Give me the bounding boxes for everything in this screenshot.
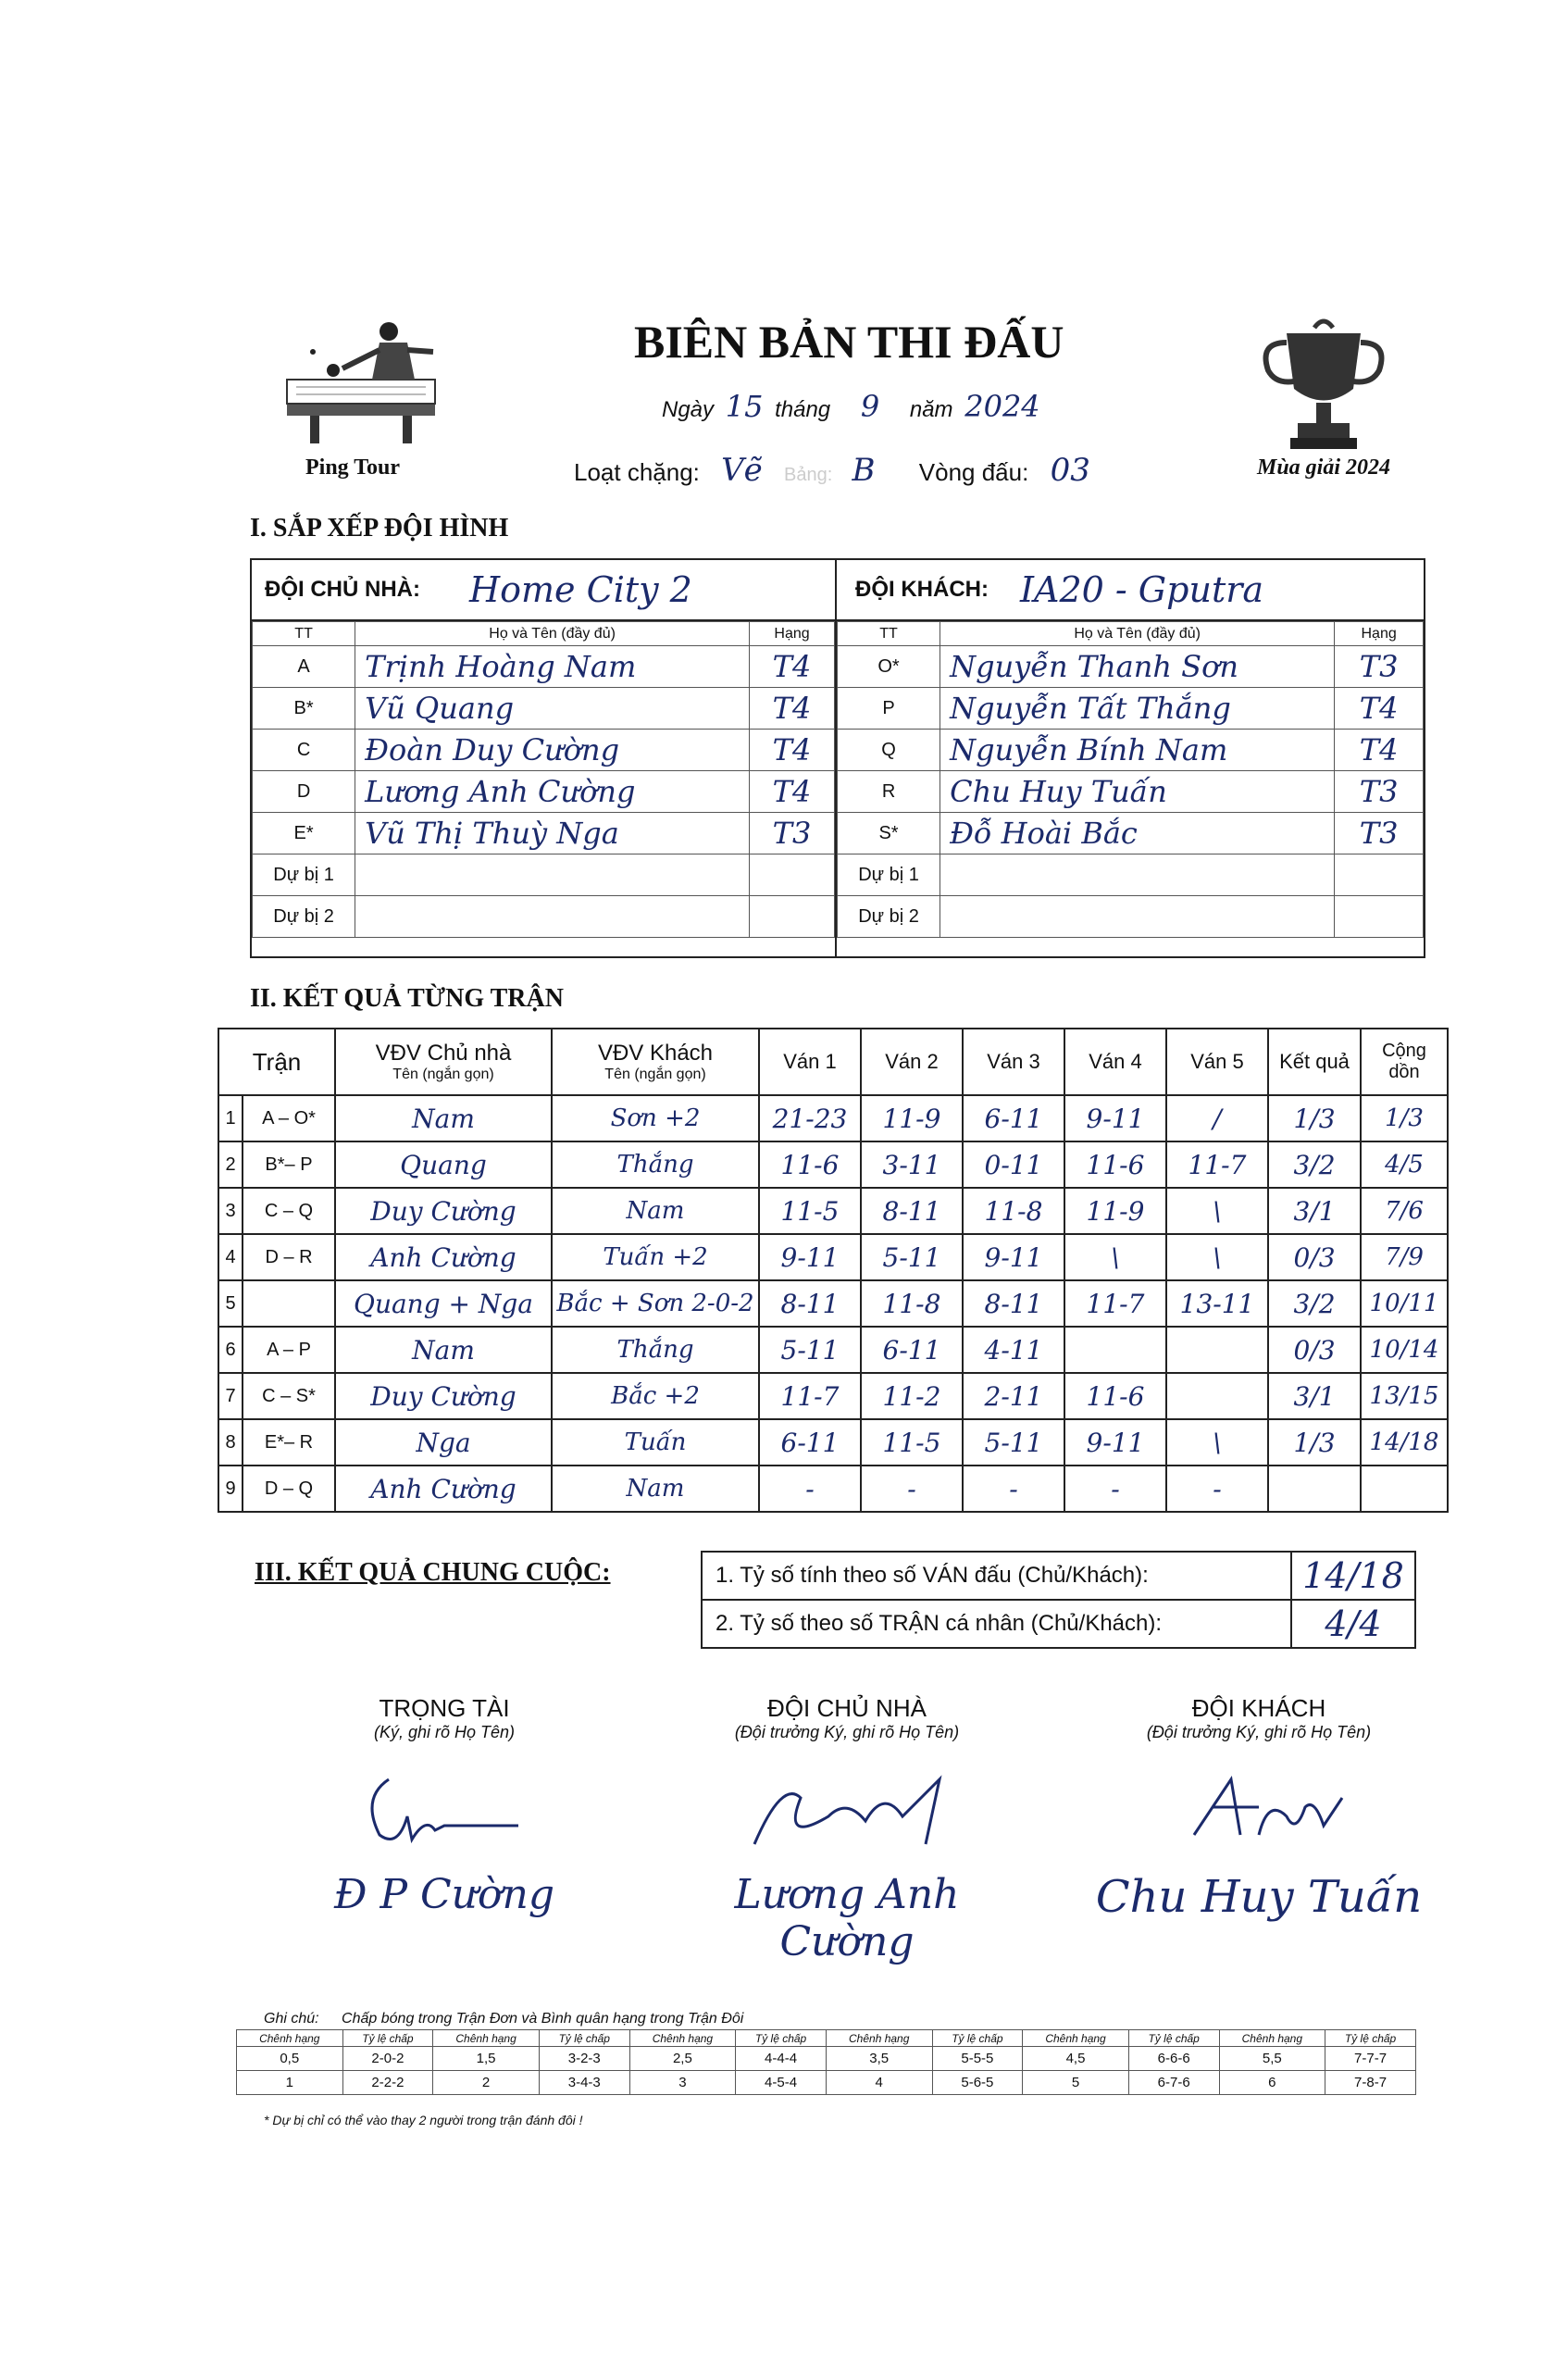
notes-label: Ghi chú: (264, 2011, 319, 2027)
date-day: 15 (725, 389, 764, 424)
match-row (218, 1280, 1448, 1327)
away-player-row (838, 688, 1424, 730)
col-name: Họ và Tên (đầy đủ) (940, 622, 1335, 646)
set-1-score: 6-11 (759, 1419, 861, 1466)
player-rank: T4 (1335, 688, 1424, 730)
col-home-sub: Tên (ngắn gọn) (392, 1066, 494, 1082)
handicap-cell: 5 (1023, 2071, 1129, 2095)
away-sign-sub: (Đội trưởng Ký, ghi rõ Họ Tên) (1146, 1723, 1372, 1741)
referee-signature-icon (352, 1761, 537, 1863)
home-sign-title: ĐỘI CHỦ NHÀ (767, 1694, 927, 1722)
match-result: 3/2 (1268, 1280, 1361, 1327)
set-3-score: 11-8 (963, 1188, 1064, 1234)
handicap-col-ratio: Tỷ lệ chấp (932, 2030, 1023, 2047)
match-no: 7 (218, 1373, 243, 1419)
section-2-title: II. KẾT QUẢ TỪNG TRẬN (250, 984, 564, 1013)
handicap-cell: 5,5 (1219, 2047, 1325, 2071)
referee-name: Đ P Cường (333, 1871, 555, 1918)
home-sign-sub: (Đội trưởng Ký, ghi rõ Họ Tên) (734, 1723, 960, 1741)
away-player-row (838, 646, 1424, 688)
away-sign-name: Chu Huy Tuấn (1095, 1871, 1423, 1923)
match-result: 3/2 (1268, 1141, 1361, 1188)
match-pair: C – S* (243, 1373, 335, 1419)
handicap-col-ratio: Tỷ lệ chấp (736, 2030, 827, 2047)
set-3-score: 6-11 (963, 1095, 1064, 1141)
match-away-player: Tuấn +2 (552, 1234, 759, 1280)
player-name: Đoàn Duy Cường (355, 730, 750, 771)
handicap-cell: 2 (433, 2071, 540, 2095)
player-rank: T4 (1335, 730, 1424, 771)
group-label: Bảng: (784, 465, 833, 485)
player-tt: S* (838, 813, 940, 854)
match-pair (243, 1280, 335, 1327)
player-name: Trịnh Hoàng Nam (355, 646, 750, 688)
set-2-score: 11-9 (861, 1095, 963, 1141)
match-row (218, 1373, 1448, 1419)
handicap-cell: 5-5-5 (932, 2047, 1023, 2071)
handicap-cell: 0,5 (237, 2047, 343, 2071)
col-away-player (552, 1029, 759, 1095)
player-tt: A (253, 646, 355, 688)
player-tt: Q (838, 730, 940, 771)
handicap-col-rank-diff: Chênh hạng (1023, 2030, 1129, 2047)
series-label: Loạt chặng: (574, 458, 700, 486)
player-rank: T4 (750, 771, 835, 813)
date-year: 2024 (964, 389, 1040, 424)
set-2-score: - (861, 1466, 963, 1512)
player-tt: Dự bị 1 (253, 854, 355, 896)
group-value: B (852, 452, 876, 489)
match-row (218, 1141, 1448, 1188)
referee-title: TRỌNG TÀI (379, 1694, 510, 1722)
handicap-row (237, 2047, 1416, 2071)
away-team-name: IA20 - Gputra (1020, 569, 1264, 610)
match-no: 1 (218, 1095, 243, 1141)
col-set1: Ván 1 (759, 1029, 861, 1095)
match-result: 1/3 (1268, 1095, 1361, 1141)
match-row (218, 1095, 1448, 1141)
handicap-cell: 4,5 (1023, 2047, 1129, 2071)
col-name: Họ và Tên (đầy đủ) (355, 622, 750, 646)
set-4-score: 11-6 (1064, 1141, 1166, 1188)
col-rank: Hạng (750, 622, 835, 646)
handicap-cell: 4-4-4 (736, 2047, 827, 2071)
player-name: Nguyễn Bính Nam (940, 730, 1335, 771)
match-result: 1/3 (1268, 1419, 1361, 1466)
home-player-row (253, 813, 835, 854)
match-home-player: Anh Cường (335, 1466, 552, 1512)
match-row (218, 1234, 1448, 1280)
col-set2: Ván 2 (861, 1029, 963, 1095)
handicap-cell: 7-8-7 (1325, 2071, 1416, 2095)
player-name: Đỗ Hoài Bắc (940, 813, 1335, 854)
series-value: Vẽ (721, 452, 763, 489)
handicap-row (237, 2071, 1416, 2095)
home-player-row (253, 771, 835, 813)
set-5-score: \ (1166, 1234, 1268, 1280)
match-cumulative: 10/11 (1361, 1280, 1448, 1327)
set-4-score: 9-11 (1064, 1419, 1166, 1466)
match-pair: E*– R (243, 1419, 335, 1466)
set-2-score: 3-11 (861, 1141, 963, 1188)
trophy-logo (1231, 315, 1416, 481)
set-5-score: 11-7 (1166, 1141, 1268, 1188)
handicap-col-ratio: Tỷ lệ chấp (342, 2030, 433, 2047)
player-name (940, 854, 1335, 896)
away-team-label: ĐỘI KHÁCH: (855, 577, 989, 602)
player-rank: T3 (1335, 771, 1424, 813)
set-4-score: 11-6 (1064, 1373, 1166, 1419)
set-2-score: 8-11 (861, 1188, 963, 1234)
home-player-row (253, 854, 835, 896)
match-cumulative: 7/9 (1361, 1234, 1448, 1280)
home-signature-block (690, 1694, 1004, 1965)
away-player-row (838, 730, 1424, 771)
trophy-icon (1231, 315, 1416, 454)
player-name: Nguyễn Tất Thắng (940, 688, 1335, 730)
referee-sub: (Ký, ghi rõ Họ Tên) (373, 1723, 516, 1741)
set-4-score: \ (1064, 1234, 1166, 1280)
set-2-score: 11-8 (861, 1280, 963, 1327)
final-matches-label: 2. Tỷ số theo số TRẬN cá nhân (Chủ/Khách): (702, 1600, 1291, 1648)
match-result: 3/1 (1268, 1188, 1361, 1234)
col-cumulative-bottom: dồn (1388, 1062, 1420, 1082)
set-3-score: 0-11 (963, 1141, 1064, 1188)
set-2-score: 6-11 (861, 1327, 963, 1373)
handicap-cell: 6-7-6 (1128, 2071, 1219, 2095)
set-2-score: 5-11 (861, 1234, 963, 1280)
set-5-score: / (1166, 1095, 1268, 1141)
match-away-player: Thắng (552, 1141, 759, 1188)
set-5-score: \ (1166, 1419, 1268, 1466)
match-result: 0/3 (1268, 1234, 1361, 1280)
player-name: Lương Anh Cường (355, 771, 750, 813)
home-player-row (253, 730, 835, 771)
referee-signature-block (305, 1694, 583, 1918)
table-tennis-player-icon (268, 315, 454, 454)
final-sets-label: 1. Tỷ số tính theo số VÁN đấu (Chủ/Khách): (702, 1552, 1291, 1600)
notes-line (264, 2011, 743, 2027)
handicap-cell: 1,5 (433, 2047, 540, 2071)
player-name (940, 896, 1335, 938)
match-rows (218, 1095, 1448, 1512)
handicap-col-ratio: Tỷ lệ chấp (1128, 2030, 1219, 2047)
match-home-player: Duy Cường (335, 1373, 552, 1419)
match-no: 6 (218, 1327, 243, 1373)
match-cumulative: 14/18 (1361, 1419, 1448, 1466)
set-4-score: 11-7 (1064, 1280, 1166, 1327)
set-3-score: 9-11 (963, 1234, 1064, 1280)
section-3-title: III. KẾT QUẢ CHUNG CUỘC: (255, 1558, 611, 1587)
home-team-name: Home City 2 (469, 569, 692, 610)
match-home-player: Quang (335, 1141, 552, 1188)
set-1-score: 9-11 (759, 1234, 861, 1280)
set-5-score: - (1166, 1466, 1268, 1512)
col-tt: TT (838, 622, 940, 646)
col-set4: Ván 4 (1064, 1029, 1166, 1095)
set-3-score: 5-11 (963, 1419, 1064, 1466)
match-away-player: Thắng (552, 1327, 759, 1373)
match-row (218, 1327, 1448, 1373)
section-1-title: I. SẮP XẾP ĐỘI HÌNH (250, 514, 509, 543)
away-sign-title: ĐỘI KHÁCH (1191, 1694, 1326, 1722)
col-away-label: VĐV Khách (597, 1041, 714, 1066)
ping-tour-logo (268, 315, 454, 480)
home-player-row (253, 896, 835, 938)
handicap-cell: 4 (826, 2071, 932, 2095)
handicap-table (236, 2029, 1416, 2095)
home-sign-name: Lương Anh Cường (734, 1871, 960, 1965)
handicap-cell: 6-6-6 (1128, 2047, 1219, 2071)
match-result (1268, 1466, 1361, 1512)
col-away-sub: Tên (ngắn gọn) (604, 1066, 706, 1082)
match-cumulative (1361, 1466, 1448, 1512)
player-rank (750, 896, 835, 938)
set-3-score: - (963, 1466, 1064, 1512)
round-label: Vòng đấu: (918, 458, 1029, 486)
match-pair: B*– P (243, 1141, 335, 1188)
set-1-score: - (759, 1466, 861, 1512)
set-4-score: - (1064, 1466, 1166, 1512)
match-away-player: Bắc + Sơn 2-0-2 (552, 1280, 759, 1327)
player-rank (750, 854, 835, 896)
document-title: BIÊN BẢN THI ĐẤU (634, 316, 1064, 368)
handicap-cell: 2-2-2 (342, 2071, 433, 2095)
col-result: Kết quả (1268, 1029, 1361, 1095)
player-name: Chu Huy Tuấn (940, 771, 1335, 813)
match-no: 5 (218, 1280, 243, 1327)
set-4-score: 9-11 (1064, 1095, 1166, 1141)
set-1-score: 21-23 (759, 1095, 861, 1141)
handicap-cell: 3 (629, 2071, 736, 2095)
set-3-score: 4-11 (963, 1327, 1064, 1373)
player-tt: C (253, 730, 355, 771)
handicap-col-rank-diff: Chênh hạng (237, 2030, 343, 2047)
away-player-row (838, 771, 1424, 813)
player-rank: T4 (750, 646, 835, 688)
set-5-score: \ (1166, 1188, 1268, 1234)
player-tt: Dự bị 2 (253, 896, 355, 938)
match-home-player: Nam (335, 1327, 552, 1373)
col-set3: Ván 3 (963, 1029, 1064, 1095)
match-away-player: Sơn +2 (552, 1095, 759, 1141)
set-1-score: 11-5 (759, 1188, 861, 1234)
set-4-score: 11-9 (1064, 1188, 1166, 1234)
match-result: 3/1 (1268, 1373, 1361, 1419)
match-no: 9 (218, 1466, 243, 1512)
col-cumulative-top: Cộng (1382, 1041, 1426, 1061)
final-result-table (701, 1551, 1416, 1649)
match-no: 2 (218, 1141, 243, 1188)
player-tt: B* (253, 688, 355, 730)
handicap-cell: 5-6-5 (932, 2071, 1023, 2095)
match-home-player: Quang + Nga (335, 1280, 552, 1327)
col-set5: Ván 5 (1166, 1029, 1268, 1095)
handicap-col-ratio: Tỷ lệ chấp (1325, 2030, 1416, 2047)
match-results-table (218, 1028, 1449, 1513)
match-result: 0/3 (1268, 1327, 1361, 1373)
date-year-label: năm (909, 397, 953, 422)
player-rank: T3 (1335, 813, 1424, 854)
match-pair: D – R (243, 1234, 335, 1280)
match-away-player: Tuấn (552, 1419, 759, 1466)
handicap-col-rank-diff: Chênh hạng (433, 2030, 540, 2047)
match-row (218, 1188, 1448, 1234)
set-2-score: 11-2 (861, 1373, 963, 1419)
handicap-cell: 6 (1219, 2071, 1325, 2095)
set-1-score: 5-11 (759, 1327, 861, 1373)
player-name: Vũ Quang (355, 688, 750, 730)
away-player-row (838, 854, 1424, 896)
match-pair: D – Q (243, 1466, 335, 1512)
date-month: 9 (860, 389, 880, 424)
handicap-cell: 2-0-2 (342, 2047, 433, 2071)
set-4-score (1064, 1327, 1166, 1373)
player-rank: T4 (750, 688, 835, 730)
match-away-player: Nam (552, 1188, 759, 1234)
date-day-label: Ngày (662, 397, 715, 422)
col-cumulative (1361, 1029, 1448, 1095)
player-tt: Dự bị 2 (838, 896, 940, 938)
col-home-player (335, 1029, 552, 1095)
handicap-col-rank-diff: Chênh hạng (1219, 2030, 1325, 2047)
handicap-cell: 2,5 (629, 2047, 736, 2071)
col-rank: Hạng (1335, 622, 1424, 646)
round-line (574, 452, 1090, 489)
handicap-col-ratio: Tỷ lệ chấp (539, 2030, 629, 2047)
away-signature-icon (1157, 1761, 1361, 1863)
match-pair: C – Q (243, 1188, 335, 1234)
player-rank: T4 (750, 730, 835, 771)
footnote: * Dự bị chỉ có thể vào thay 2 người trong trận đánh đôi ! (264, 2113, 583, 2127)
match-home-player: Nam (335, 1095, 552, 1141)
player-rank (1335, 854, 1424, 896)
player-name: Nguyễn Thanh Sơn (940, 646, 1335, 688)
away-signature-block (1092, 1694, 1425, 1923)
player-tt: D (253, 771, 355, 813)
match-cumulative: 13/15 (1361, 1373, 1448, 1419)
player-tt: R (838, 771, 940, 813)
lineup-box (250, 558, 1425, 958)
set-1-score: 8-11 (759, 1280, 861, 1327)
match-home-player: Nga (335, 1419, 552, 1466)
player-tt: E* (253, 813, 355, 854)
home-player-row (253, 646, 835, 688)
handicap-cell: 1 (237, 2071, 343, 2095)
player-tt: P (838, 688, 940, 730)
col-match: Trận (218, 1029, 335, 1095)
set-1-score: 11-7 (759, 1373, 861, 1419)
away-player-row (838, 896, 1424, 938)
player-rank: T3 (1335, 646, 1424, 688)
col-home-label: VĐV Chủ nhà (375, 1041, 512, 1066)
handicap-cell: 4-5-4 (736, 2071, 827, 2095)
match-no: 8 (218, 1419, 243, 1466)
match-pair: A – O* (243, 1095, 335, 1141)
player-tt: Dự bị 1 (838, 854, 940, 896)
set-5-score (1166, 1373, 1268, 1419)
set-5-score: 13-11 (1166, 1280, 1268, 1327)
home-player-row (253, 688, 835, 730)
set-5-score (1166, 1327, 1268, 1373)
handicap-col-rank-diff: Chênh hạng (826, 2030, 932, 2047)
match-away-player: Nam (552, 1466, 759, 1512)
match-away-player: Bắc +2 (552, 1373, 759, 1419)
match-pair: A – P (243, 1327, 335, 1373)
handicap-cell: 3,5 (826, 2047, 932, 2071)
handicap-col-rank-diff: Chênh hạng (629, 2030, 736, 2047)
away-lineup-table (837, 621, 1424, 938)
season-text: Mùa giải 2024 (1256, 455, 1391, 480)
date-month-label: tháng (775, 397, 831, 422)
match-no: 3 (218, 1188, 243, 1234)
date-line (662, 389, 1040, 424)
final-matches-value: 4/4 (1291, 1600, 1415, 1648)
home-team-label: ĐỘI CHỦ NHÀ: (265, 577, 420, 602)
match-no: 4 (218, 1234, 243, 1280)
match-cumulative: 1/3 (1361, 1095, 1448, 1141)
player-name (355, 854, 750, 896)
match-cumulative: 4/5 (1361, 1141, 1448, 1188)
match-row (218, 1419, 1448, 1466)
player-rank (1335, 896, 1424, 938)
logo-text: Ping Tour (305, 455, 401, 480)
set-1-score: 11-6 (759, 1141, 861, 1188)
home-lineup-table (252, 621, 835, 938)
player-name: Vũ Thị Thuỳ Nga (355, 813, 750, 854)
round-value: 03 (1050, 452, 1090, 489)
col-tt: TT (253, 622, 355, 646)
match-cumulative: 10/14 (1361, 1327, 1448, 1373)
match-home-player: Anh Cường (335, 1234, 552, 1280)
match-home-player: Duy Cường (335, 1188, 552, 1234)
set-3-score: 2-11 (963, 1373, 1064, 1419)
final-sets-value: 14/18 (1291, 1552, 1415, 1600)
home-signature-icon (727, 1761, 967, 1863)
set-3-score: 8-11 (963, 1280, 1064, 1327)
away-player-row (838, 813, 1424, 854)
notes-text: Chấp bóng trong Trận Đơn và Bình quân hạng trong Trận Đôi (342, 2011, 744, 2027)
match-cumulative: 7/6 (1361, 1188, 1448, 1234)
player-rank: T3 (750, 813, 835, 854)
player-tt: O* (838, 646, 940, 688)
handicap-cell: 3-2-3 (539, 2047, 629, 2071)
set-2-score: 11-5 (861, 1419, 963, 1466)
handicap-head (237, 2030, 1416, 2047)
handicap-cell: 3-4-3 (539, 2071, 629, 2095)
player-name (355, 896, 750, 938)
match-row (218, 1466, 1448, 1512)
handicap-cell: 7-7-7 (1325, 2047, 1416, 2071)
